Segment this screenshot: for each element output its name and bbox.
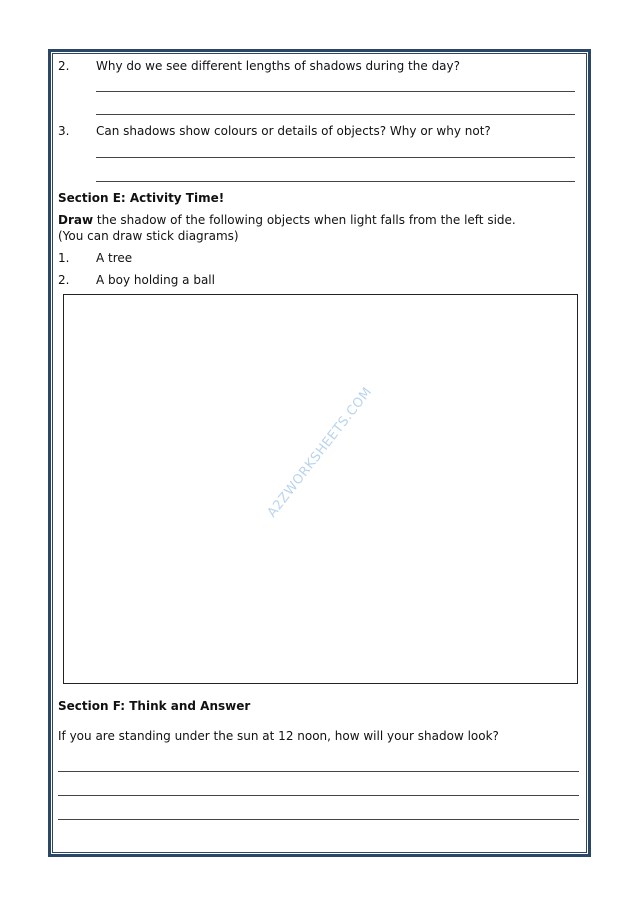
item-2-number: 2.	[58, 273, 70, 287]
answer-line[interactable]	[96, 114, 575, 115]
answer-line[interactable]	[58, 819, 579, 820]
question-2-text: Why do we see different lengths of shadows during the day?	[96, 59, 461, 73]
question-3-text: Can shadows show colours or details of objects? Why or why not?	[96, 124, 491, 138]
question-3-number: 3.	[58, 124, 70, 138]
item-1-number: 1.	[58, 251, 70, 265]
drawing-box[interactable]	[63, 294, 578, 684]
section-e-instruction	[58, 213, 516, 227]
answer-line[interactable]	[58, 771, 579, 772]
section-f-question: If you are standing under the sun at 12 noon, how will your shadow look?	[58, 729, 499, 743]
section-e-note: (You can draw stick diagrams)	[58, 229, 239, 243]
answer-line[interactable]	[96, 157, 575, 158]
answer-line[interactable]	[96, 91, 575, 92]
instruction-verb: Draw	[58, 213, 94, 227]
answer-line[interactable]	[96, 181, 575, 182]
question-2-number: 2.	[58, 59, 70, 73]
item-2-text: A boy holding a ball	[96, 273, 215, 287]
answer-line[interactable]	[58, 795, 579, 796]
instruction-text: the shadow of the following objects when light falls from the left side.	[93, 213, 516, 227]
item-1-text: A tree	[96, 251, 133, 265]
section-e-heading: Section E: Activity Time!	[58, 191, 225, 205]
watermark: A2ZWORKSHEETS.COM	[264, 384, 376, 521]
section-f-heading: Section F: Think and Answer	[58, 699, 251, 713]
